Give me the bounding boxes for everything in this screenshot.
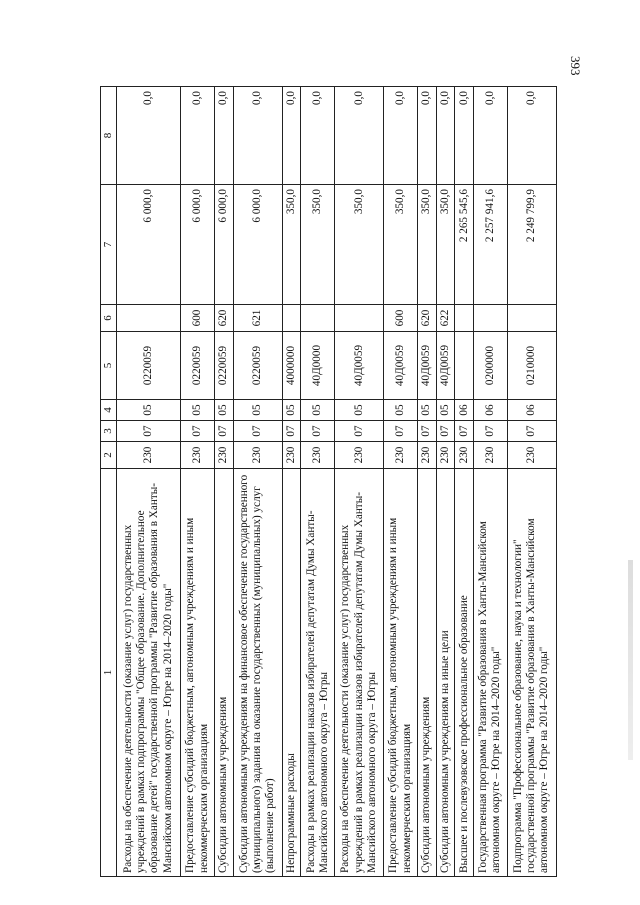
- cell-ministry: 230: [282, 442, 301, 469]
- row-name: Расходы на обеспечение деятельности (оказание услуг) государственных учреждений в рамках реализации наказов избирателей депутатам Думы Ханты-Мансийского автономного округа – Югры: [335, 469, 384, 877]
- cell-section: 07: [301, 421, 335, 442]
- row-name: Субсидии автономным учреждениям на финансовое обеспечение государственного (муниципального) задания на оказание государственных (муниципальных) услуг (выполнение работ): [233, 469, 282, 877]
- table-row: [384, 87, 418, 877]
- cell-target: 0220059: [116, 332, 180, 400]
- cell-amount-2: 0,0: [473, 87, 507, 185]
- header-cell: 7: [101, 185, 117, 305]
- cell-ministry: 230: [301, 442, 335, 469]
- cell-amount-2: 0,0: [301, 87, 335, 185]
- cell-subsection: 05: [282, 400, 301, 421]
- table-row: [181, 87, 215, 877]
- cell-type: 621: [233, 305, 282, 332]
- cell-subsection: 06: [473, 400, 507, 421]
- cell-subsection: 05: [384, 400, 418, 421]
- cell-amount-2: 0,0: [233, 87, 282, 185]
- row-name: Расходы в рамках реализации наказов избирателей депутатам Думы Ханты-Мансийского автономного округа – Югры: [301, 469, 335, 877]
- row-name: Субсидии автономным учреждениям: [417, 469, 436, 877]
- cell-section: 07: [181, 421, 215, 442]
- table-row: [335, 87, 384, 877]
- cell-ministry: 230: [436, 442, 455, 469]
- cell-target: [455, 332, 474, 400]
- cell-ministry: 230: [233, 442, 282, 469]
- row-name: Субсидии автономным учреждениям: [214, 469, 233, 877]
- row-name: Непрограммные расходы: [282, 469, 301, 877]
- cell-type: 600: [384, 305, 418, 332]
- table-row: [507, 87, 556, 877]
- cell-amount: 6 000,0: [214, 185, 233, 305]
- row-name: Высшее и послевузовское профессиональное образование: [455, 469, 474, 877]
- cell-type: 622: [436, 305, 455, 332]
- cell-target: 40Д0059: [335, 332, 384, 400]
- cell-section: 07: [473, 421, 507, 442]
- cell-ministry: 230: [181, 442, 215, 469]
- cell-type: [455, 305, 474, 332]
- header-cell: 1: [101, 469, 117, 877]
- cell-type: [116, 305, 180, 332]
- cell-amount: 350,0: [436, 185, 455, 305]
- cell-amount: 350,0: [282, 185, 301, 305]
- cell-amount-2: 0,0: [455, 87, 474, 185]
- table-row: [116, 87, 180, 877]
- cell-type: [335, 305, 384, 332]
- header-cell: 2: [101, 442, 117, 469]
- cell-amount-2: 0,0: [417, 87, 436, 185]
- table-row: [233, 87, 282, 877]
- table-row: [301, 87, 335, 877]
- cell-amount: 2 257 941,6: [473, 185, 507, 305]
- cell-type: [507, 305, 556, 332]
- cell-type: [282, 305, 301, 332]
- cell-target: 4000000: [282, 332, 301, 400]
- table-row: [282, 87, 301, 877]
- cell-ministry: 230: [507, 442, 556, 469]
- cell-section: 07: [214, 421, 233, 442]
- row-name: Предоставление субсидий бюджетным, автономным учреждениям и иным некоммерческим организациям: [384, 469, 418, 877]
- cell-section: 07: [233, 421, 282, 442]
- header-cell: 3: [101, 421, 117, 442]
- cell-amount-2: 0,0: [181, 87, 215, 185]
- cell-type: [301, 305, 335, 332]
- cell-subsection: 05: [436, 400, 455, 421]
- cell-subsection: 05: [233, 400, 282, 421]
- cell-section: 07: [335, 421, 384, 442]
- cell-amount: 6 000,0: [233, 185, 282, 305]
- rotated-page: [100, 87, 557, 877]
- row-name: Государственная программа "Развитие образования в Ханты-Мансийском автономном округе – Югре на 2014–2020 годы": [473, 469, 507, 877]
- table-row: [417, 87, 436, 877]
- cell-amount-2: 0,0: [282, 87, 301, 185]
- cell-amount-2: 0,0: [214, 87, 233, 185]
- cell-target: 40Д0059: [436, 332, 455, 400]
- cell-subsection: 05: [214, 400, 233, 421]
- cell-ministry: 230: [384, 442, 418, 469]
- header-row: [101, 87, 117, 877]
- cell-amount: 350,0: [335, 185, 384, 305]
- cell-amount-2: 0,0: [335, 87, 384, 185]
- cell-section: 07: [282, 421, 301, 442]
- cell-ministry: 230: [335, 442, 384, 469]
- cell-amount: 6 000,0: [116, 185, 180, 305]
- cell-amount-2: 0,0: [436, 87, 455, 185]
- table-row: [214, 87, 233, 877]
- cell-subsection: 06: [507, 400, 556, 421]
- cell-subsection: 05: [301, 400, 335, 421]
- row-name: Субсидии автономным учреждениям на иные цели: [436, 469, 455, 877]
- row-name: Подпрограмма "Профессиональное образование, наука и технологии" государственной программы "Развитие образования в Ханты-Мансийском автономном округе – Югре на 2014–2020 годы": [507, 469, 556, 877]
- cell-subsection: 05: [417, 400, 436, 421]
- cell-section: 07: [436, 421, 455, 442]
- page-number: 393: [568, 56, 583, 76]
- cell-target: 40Д0059: [417, 332, 436, 400]
- cell-amount: 2 265 545,6: [455, 185, 474, 305]
- cell-target: 40Д0000: [301, 332, 335, 400]
- cell-amount-2: 0,0: [116, 87, 180, 185]
- cell-amount-2: 0,0: [384, 87, 418, 185]
- row-name: Предоставление субсидий бюджетным, автономным учреждениям и иным некоммерческим организациям: [181, 469, 215, 877]
- cell-target: 0220059: [181, 332, 215, 400]
- table-row: [473, 87, 507, 877]
- scan-edge-shadow: [628, 560, 633, 760]
- header-cell: 8: [101, 87, 117, 185]
- cell-section: 07: [417, 421, 436, 442]
- cell-subsection: 05: [335, 400, 384, 421]
- cell-target: 0200000: [473, 332, 507, 400]
- cell-subsection: 06: [455, 400, 474, 421]
- table-row: [455, 87, 474, 877]
- cell-section: 07: [116, 421, 180, 442]
- cell-ministry: 230: [473, 442, 507, 469]
- cell-ministry: 230: [455, 442, 474, 469]
- cell-ministry: 230: [417, 442, 436, 469]
- header-cell: 4: [101, 400, 117, 421]
- header-cell: 5: [101, 332, 117, 400]
- cell-subsection: 05: [181, 400, 215, 421]
- cell-section: 07: [507, 421, 556, 442]
- cell-target: 0210000: [507, 332, 556, 400]
- table-row: [436, 87, 455, 877]
- cell-type: 620: [417, 305, 436, 332]
- cell-type: [473, 305, 507, 332]
- cell-subsection: 05: [116, 400, 180, 421]
- cell-section: 07: [384, 421, 418, 442]
- row-name: Расходы на обеспечение деятельности (оказание услуг) государственных учреждений в рамках подпрограммы "Общее образование. Дополнительное образование детей" государственной программы "Развитие образования в Ханты-Мансийском автономном округе – Югре на 2014–2020 годы": [116, 469, 180, 877]
- cell-ministry: 230: [116, 442, 180, 469]
- cell-type: 620: [214, 305, 233, 332]
- cell-amount: 6 000,0: [181, 185, 215, 305]
- cell-target: 0220059: [233, 332, 282, 400]
- cell-target: 0220059: [214, 332, 233, 400]
- cell-section: 07: [455, 421, 474, 442]
- cell-target: 40Д0059: [384, 332, 418, 400]
- cell-amount: 350,0: [384, 185, 418, 305]
- cell-amount: 2 249 799,9: [507, 185, 556, 305]
- cell-amount: 350,0: [301, 185, 335, 305]
- cell-ministry: 230: [214, 442, 233, 469]
- budget-table: [100, 86, 557, 877]
- cell-amount-2: 0,0: [507, 87, 556, 185]
- cell-amount: 350,0: [417, 185, 436, 305]
- header-cell: 6: [101, 305, 117, 332]
- cell-type: 600: [181, 305, 215, 332]
